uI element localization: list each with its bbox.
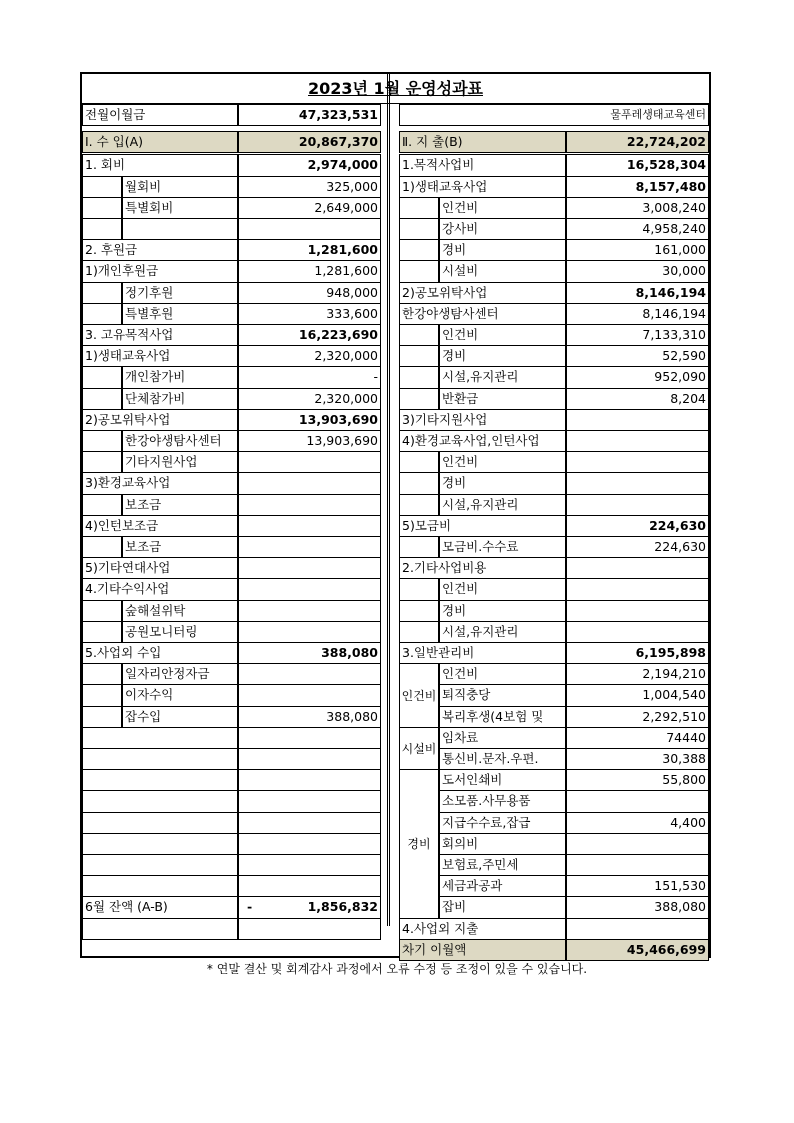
indent-spacer <box>82 621 122 643</box>
expense-row-label: 경비 <box>439 472 566 494</box>
income-row-label <box>122 218 238 240</box>
income-row-label: 5)기타연대사업 <box>82 557 238 579</box>
expense-row-label: 인건비 <box>439 324 566 346</box>
income-row-label: 월회비 <box>122 176 238 198</box>
expense-row-value <box>566 790 709 812</box>
income-row-label: 특별후원 <box>122 303 238 325</box>
indent-spacer <box>399 621 439 643</box>
expense-row-value: 30,000 <box>566 260 709 282</box>
income-row-value: 2,320,000 <box>238 388 381 410</box>
group-label-personnel: 인건비 <box>399 663 439 728</box>
expense-row-value: 6,195,898 <box>566 642 709 664</box>
expense-row-label: 보험료,주민세 <box>439 854 566 876</box>
income-row-label: 1)개인후원금 <box>82 260 238 282</box>
income-row-value: 333,600 <box>238 303 381 325</box>
expense-row-value: 2,194,210 <box>566 663 709 685</box>
expense-row-label: 지급수수료,잡급 <box>439 812 566 834</box>
income-row-value: 13,903,690 <box>238 430 381 452</box>
expense-row-value <box>566 472 709 494</box>
income-row-label: 한강야생탐사센터 <box>122 430 238 452</box>
income-row-value <box>238 727 381 749</box>
indent-spacer <box>399 345 439 367</box>
expense-row-label: 세금과공과 <box>439 875 566 897</box>
income-row-label: 공원모니터링 <box>122 621 238 643</box>
income-header-label: Ⅰ. 수 입(A) <box>82 131 238 153</box>
expense-row-value: 4,958,240 <box>566 218 709 240</box>
income-row-label: 1. 회비 <box>82 154 238 176</box>
indent-spacer <box>82 663 122 685</box>
expense-row-value: 3,008,240 <box>566 197 709 219</box>
indent-spacer <box>82 600 122 622</box>
income-row-value <box>238 578 381 600</box>
balance-sign: - <box>247 899 253 915</box>
income-row-label: 특별회비 <box>122 197 238 219</box>
indent-spacer <box>82 218 122 240</box>
income-row-value <box>238 812 381 834</box>
expense-row-label: 임차료 <box>439 727 566 749</box>
expense-row-value <box>566 578 709 600</box>
expense-row-value: 151,530 <box>566 875 709 897</box>
expense-row-label: 3.일반관리비 <box>399 642 566 664</box>
income-row-value: - <box>238 366 381 388</box>
income-row-label: 잡수입 <box>122 706 238 728</box>
income-row-label: 4)인턴보조금 <box>82 515 238 537</box>
income-row-value: 16,223,690 <box>238 324 381 346</box>
footnote: * 연말 결산 및 회계감사 과정에서 오류 수정 등 조정이 있을 수 있습니다. <box>206 962 588 976</box>
income-row-value <box>238 621 381 643</box>
expense-row-label: 1)생태교육사업 <box>399 176 566 198</box>
indent-spacer <box>399 578 439 600</box>
org-name: 물푸레생태교육센터 <box>399 104 709 126</box>
expense-row-value: 7,133,310 <box>566 324 709 346</box>
indent-spacer <box>399 260 439 282</box>
income-row-label: 3. 고유목적사업 <box>82 324 238 346</box>
empty-cell <box>82 918 238 940</box>
expense-row-value <box>566 557 709 579</box>
income-row-value: 1,281,600 <box>238 239 381 261</box>
expense-row-value: 52,590 <box>566 345 709 367</box>
income-row-value: 2,649,000 <box>238 197 381 219</box>
expense-row-value: 161,000 <box>566 239 709 261</box>
indent-spacer <box>399 451 439 473</box>
income-row-value <box>238 600 381 622</box>
income-row-label: 2. 후원금 <box>82 239 238 261</box>
indent-spacer <box>399 218 439 240</box>
income-row-value <box>238 684 381 706</box>
income-row-label <box>82 790 238 812</box>
expense-row-label: 시설,유지관리 <box>439 494 566 516</box>
column-divider <box>387 74 391 926</box>
expense-row-label: 퇴직충당 <box>439 684 566 706</box>
expense-row-label: 소모품.사무용품 <box>439 790 566 812</box>
expense-row-value <box>566 494 709 516</box>
expense-row-label: 경비 <box>439 345 566 367</box>
income-row-label: 숲해설위탁 <box>122 600 238 622</box>
balance-label: 6월 잔액 (A-B) <box>82 896 238 918</box>
expense-row-label: 회의비 <box>439 833 566 855</box>
indent-spacer <box>82 430 122 452</box>
expense-row-label: 도서인쇄비 <box>439 769 566 791</box>
expense-row-label: 3)기타지원사업 <box>399 409 566 431</box>
income-row-label: 4.기타수익사업 <box>82 578 238 600</box>
income-row-label <box>82 875 238 897</box>
expense-row-value: 8,146,194 <box>566 303 709 325</box>
income-row-label: 3)환경교육사업 <box>82 472 238 494</box>
income-row-label: 보조금 <box>122 536 238 558</box>
expense-row-label: 인건비 <box>439 663 566 685</box>
expense-row-label: 모금비.수수료 <box>439 536 566 558</box>
expense-row-value <box>566 854 709 876</box>
income-row-label: 정기후원 <box>122 282 238 304</box>
indent-spacer <box>399 324 439 346</box>
indent-spacer <box>399 536 439 558</box>
expense-row-value <box>566 409 709 431</box>
expense-row-value <box>566 451 709 473</box>
indent-spacer <box>82 303 122 325</box>
income-row-value: 325,000 <box>238 176 381 198</box>
empty-cell <box>238 918 381 940</box>
income-row-value: 2,320,000 <box>238 345 381 367</box>
expense-row-value: 16,528,304 <box>566 154 709 176</box>
indent-spacer <box>82 451 122 473</box>
expense-row-label: 5)모금비 <box>399 515 566 537</box>
income-row-value <box>238 472 381 494</box>
group-label-expense: 경비 <box>399 769 439 918</box>
income-row-value <box>238 536 381 558</box>
income-row-value <box>238 748 381 770</box>
expense-row-label: 시설,유지관리 <box>439 621 566 643</box>
expense-row-value: 30,388 <box>566 748 709 770</box>
income-row-label: 보조금 <box>122 494 238 516</box>
income-row-value <box>238 451 381 473</box>
expense-row-value <box>566 918 709 940</box>
income-row-value <box>238 663 381 685</box>
expense-row-value: 8,146,194 <box>566 282 709 304</box>
report-sheet <box>80 72 711 958</box>
group-label-facility: 시설비 <box>399 727 439 770</box>
income-row-value: 388,080 <box>238 706 381 728</box>
expense-row-label: 1.목적사업비 <box>399 154 566 176</box>
expense-row-label: 4.사업외 지출 <box>399 918 566 940</box>
next-balance-value: 45,466,699 <box>566 939 709 961</box>
expense-row-value: 8,157,480 <box>566 176 709 198</box>
indent-spacer <box>82 684 122 706</box>
indent-spacer <box>82 176 122 198</box>
indent-spacer <box>82 197 122 219</box>
income-row-label: 기타지원사업 <box>122 451 238 473</box>
income-row-label: 단체참가비 <box>122 388 238 410</box>
expense-row-label: 인건비 <box>439 578 566 600</box>
income-row-label: 1)생태교육사업 <box>82 345 238 367</box>
expense-row-label: 통신비.문자.우편. <box>439 748 566 770</box>
expense-row-label: 한강야생탐사센터 <box>399 303 566 325</box>
expense-row-label: 잡비 <box>439 896 566 918</box>
expense-row-label: 인건비 <box>439 197 566 219</box>
indent-spacer <box>82 494 122 516</box>
income-header-value: 20,867,370 <box>238 131 381 153</box>
expense-row-label: 복리후생(4보험 및 <box>439 706 566 728</box>
income-row-value <box>238 218 381 240</box>
income-row-value: 13,903,690 <box>238 409 381 431</box>
expense-row-label: 경비 <box>439 239 566 261</box>
prev-balance-label: 전월이월금 <box>82 104 238 126</box>
expense-row-value <box>566 621 709 643</box>
balance-amount: 1,856,832 <box>307 899 378 915</box>
indent-spacer <box>399 239 439 261</box>
indent-spacer <box>399 494 439 516</box>
expense-row-label: 시설비 <box>439 260 566 282</box>
income-row-label <box>82 769 238 791</box>
expense-row-value: 1,004,540 <box>566 684 709 706</box>
indent-spacer <box>399 600 439 622</box>
income-row-value <box>238 515 381 537</box>
income-row-value <box>238 790 381 812</box>
income-row-value: 948,000 <box>238 282 381 304</box>
expense-row-value: 4,400 <box>566 812 709 834</box>
income-row-label: 2)공모위탁사업 <box>82 409 238 431</box>
income-row-label <box>82 854 238 876</box>
expense-row-value: 224,630 <box>566 536 709 558</box>
income-row-label <box>82 833 238 855</box>
expense-row-label: 인건비 <box>439 451 566 473</box>
expense-row-label: 반환금 <box>439 388 566 410</box>
income-row-label <box>82 748 238 770</box>
income-row-value <box>238 854 381 876</box>
expense-row-label: 시설,유지관리 <box>439 366 566 388</box>
expense-header-label: Ⅱ. 지 출(B) <box>399 131 566 153</box>
income-row-label: 개인참가비 <box>122 366 238 388</box>
expense-row-value: 952,090 <box>566 366 709 388</box>
indent-spacer <box>82 706 122 728</box>
indent-spacer <box>82 536 122 558</box>
expense-row-label: 4)환경교육사업,인턴사업 <box>399 430 566 452</box>
expense-row-value <box>566 833 709 855</box>
expense-row-value: 224,630 <box>566 515 709 537</box>
expense-row-value: 388,080 <box>566 896 709 918</box>
indent-spacer <box>82 388 122 410</box>
report-title: 2023년 1월 운영성과표 <box>82 74 709 104</box>
indent-spacer <box>399 366 439 388</box>
expense-row-label: 2.기타사업비용 <box>399 557 566 579</box>
expense-row-label: 강사비 <box>439 218 566 240</box>
income-row-value: 1,281,600 <box>238 260 381 282</box>
indent-spacer <box>82 282 122 304</box>
income-row-label: 이자수익 <box>122 684 238 706</box>
expense-row-value: 2,292,510 <box>566 706 709 728</box>
balance-value <box>238 896 381 918</box>
income-row-value <box>238 557 381 579</box>
income-row-value: 2,974,000 <box>238 154 381 176</box>
expense-row-value <box>566 600 709 622</box>
income-row-label: 일자리안정자금 <box>122 663 238 685</box>
next-balance-label: 차기 이월액 <box>399 939 566 961</box>
income-row-label <box>82 812 238 834</box>
expense-row-value: 8,204 <box>566 388 709 410</box>
expense-row-value: 74440 <box>566 727 709 749</box>
income-row-value <box>238 494 381 516</box>
income-row-value <box>238 769 381 791</box>
indent-spacer <box>82 366 122 388</box>
income-row-value: 388,080 <box>238 642 381 664</box>
expense-row-value <box>566 430 709 452</box>
expense-header-value: 22,724,202 <box>566 131 709 153</box>
income-row-value <box>238 833 381 855</box>
expense-row-value: 55,800 <box>566 769 709 791</box>
indent-spacer <box>399 472 439 494</box>
indent-spacer <box>399 388 439 410</box>
indent-spacer <box>399 197 439 219</box>
expense-row-label: 경비 <box>439 600 566 622</box>
expense-row-label: 2)공모위탁사업 <box>399 282 566 304</box>
income-row-label: 5.사업외 수입 <box>82 642 238 664</box>
income-row-value <box>238 875 381 897</box>
income-row-label <box>82 727 238 749</box>
prev-balance-value: 47,323,531 <box>238 104 381 126</box>
